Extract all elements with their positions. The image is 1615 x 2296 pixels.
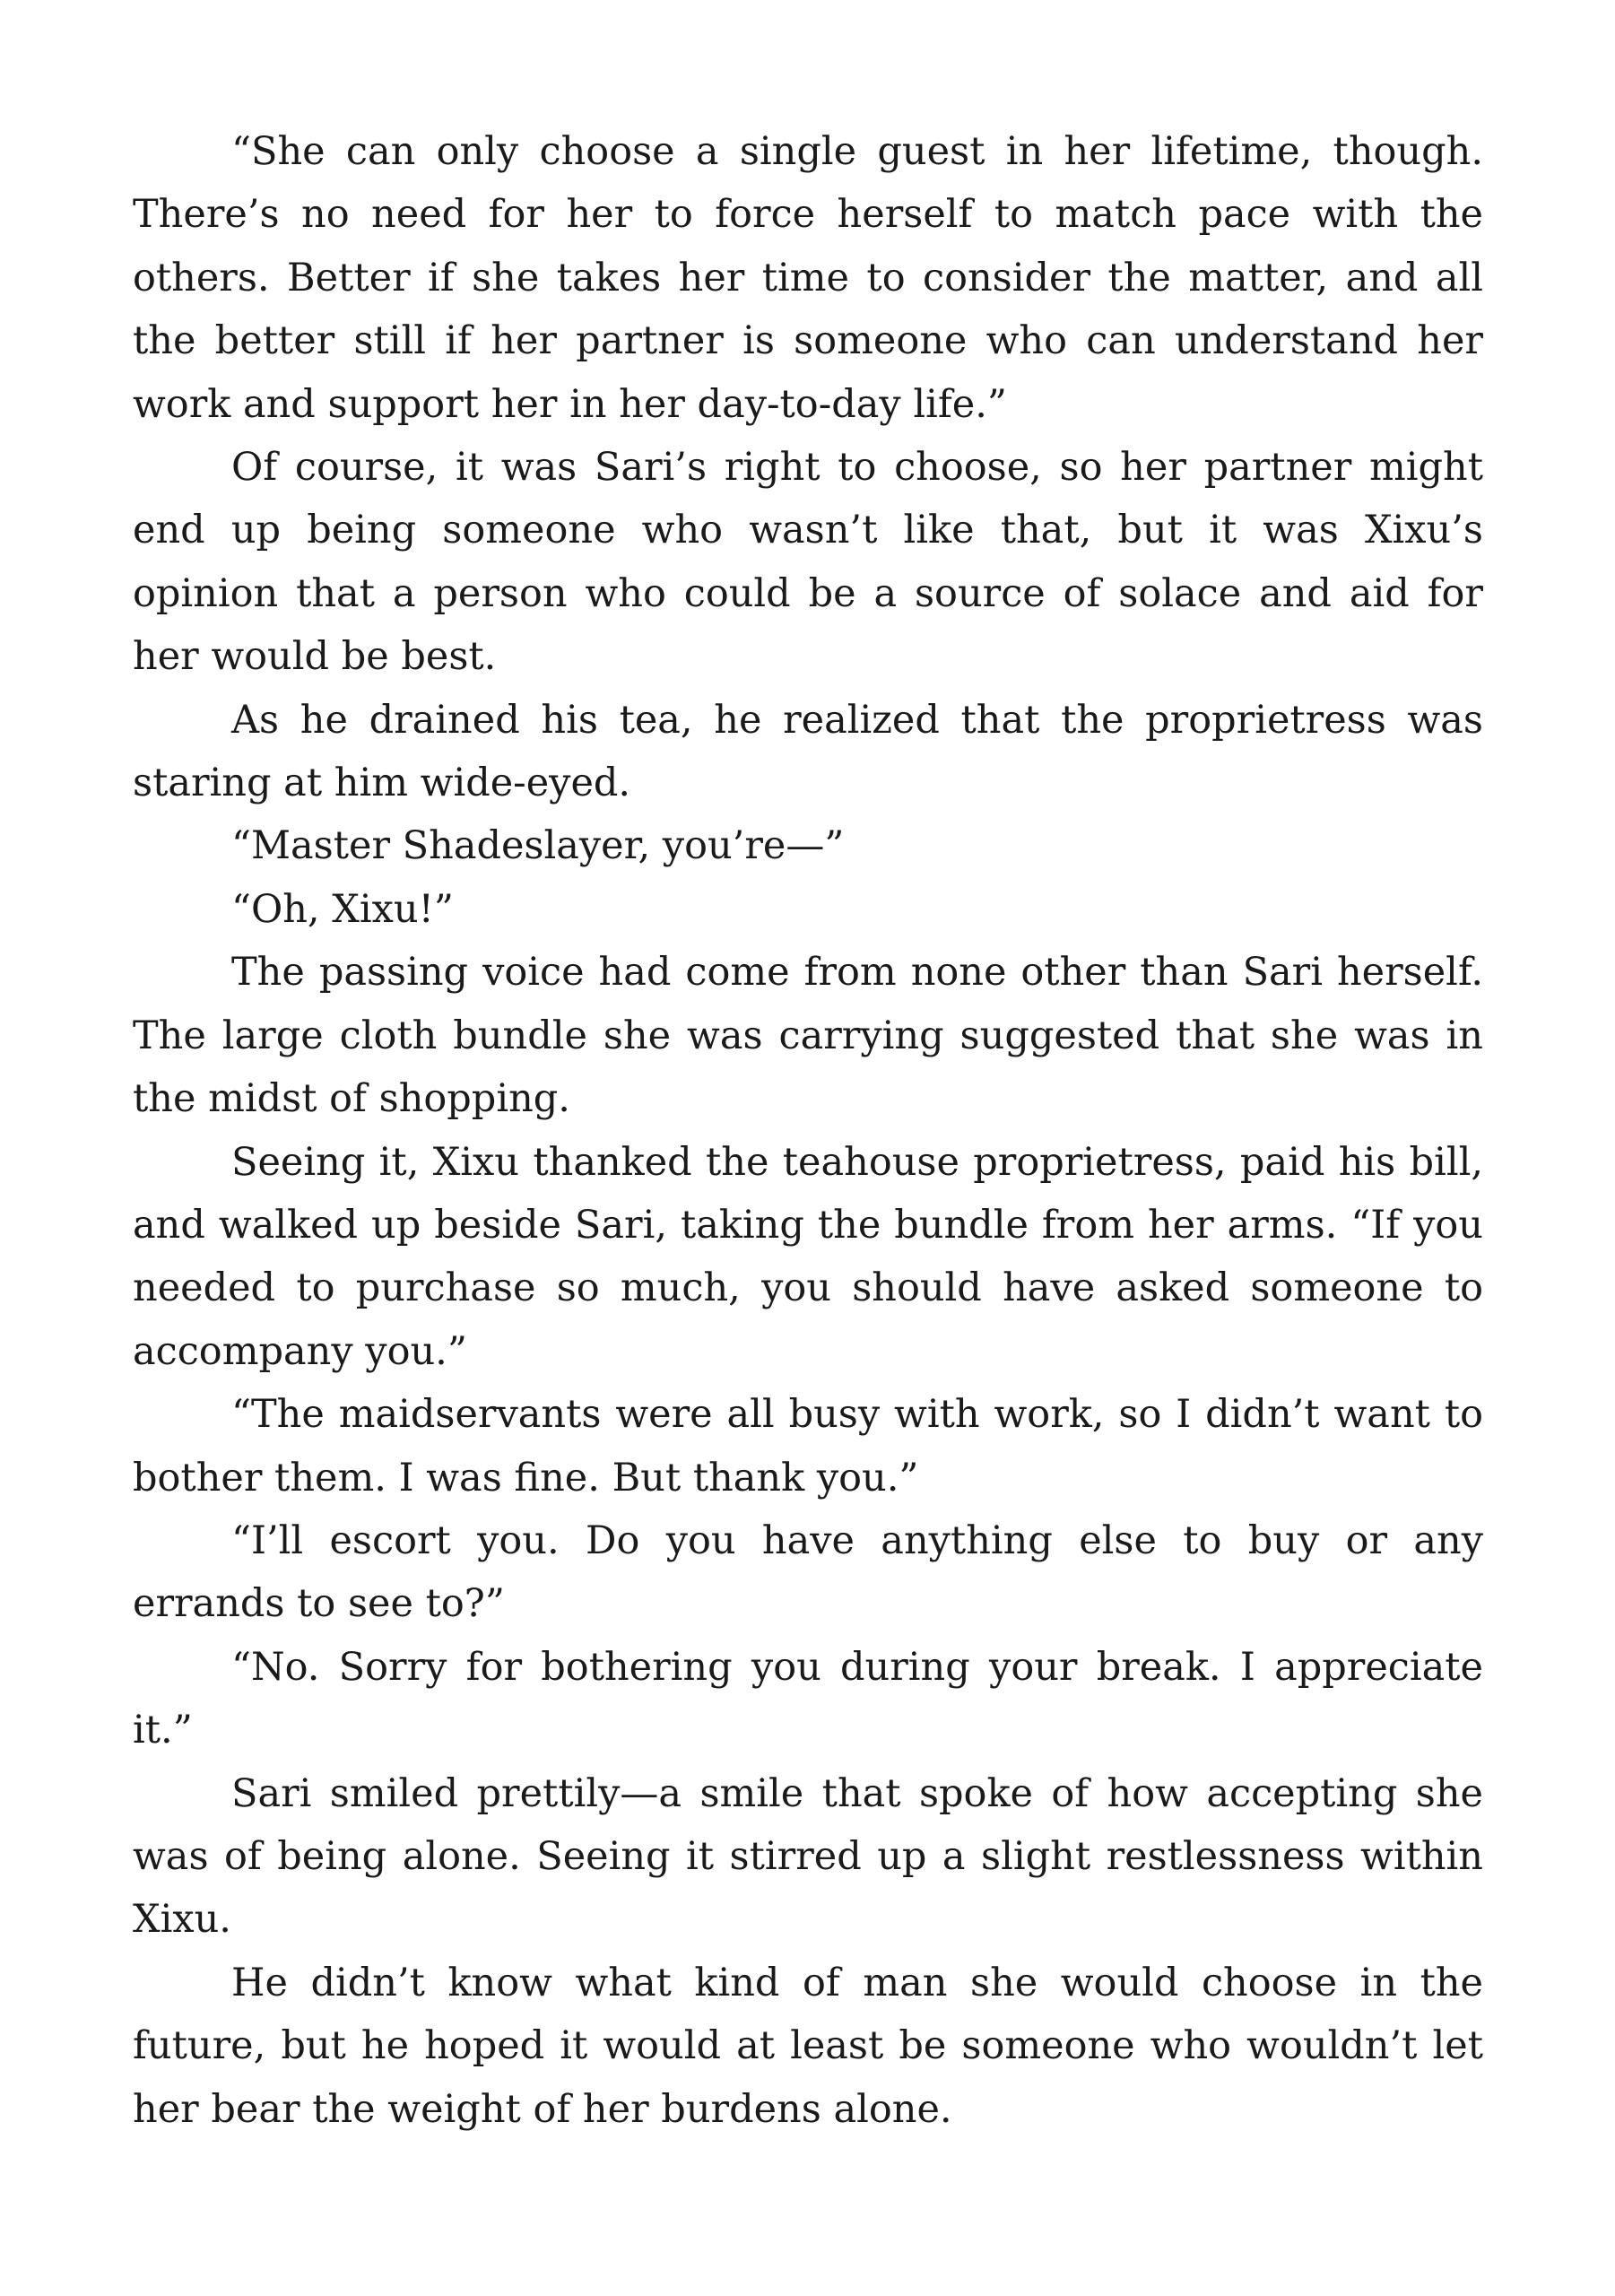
paragraph: “No. Sorry for bothering you during your break. I appreciate it.” bbox=[133, 1644, 1483, 1753]
page-body-text bbox=[133, 120, 1483, 2141]
paragraph: Seeing it, Xixu thanked the teahouse proprietress, paid his bill, and walked up beside Sari, taking the bundle from her arms. “If you needed to purchase so much, you should have asked someone to accompany you.” bbox=[133, 1139, 1483, 1374]
paragraph: Of course, it was Sari’s right to choose, so her partner might end up being someone who wasn’t like that, but it was Xixu’s opinion that a person who could be a source of solace and aid for her would be best. bbox=[133, 445, 1483, 680]
paragraph: “She can only choose a single guest in her lifetime, though. There’s no need for her to force herself to match pace with the others. Better if she takes her time to consider the matter, and all the better still if her partner is someone who can understand her work and support her in her day-to-day life.” bbox=[133, 129, 1483, 427]
paragraph: Sari smiled prettily—a smile that spoke of how accepting she was of being alone. Seeing it stirred up a slight restlessness within Xixu. bbox=[133, 1770, 1483, 1943]
paragraph: “I’ll escort you. Do you have anything else to buy or any errands to see to?” bbox=[133, 1518, 1483, 1627]
paragraph: The passing voice had come from none other than Sari herself. The large cloth bundle she was carrying suggested that she was in the midst of shopping. bbox=[133, 950, 1483, 1122]
paragraph: “Master Shadeslayer, you’re—” bbox=[231, 823, 845, 869]
paragraph: He didn’t know what kind of man she would choose in the future, but he hoped it would at least be someone who wouldn’t let her bear the weight of her burdens alone. bbox=[133, 1960, 1483, 2132]
paragraph: As he drained his tea, he realized that the proprietress was staring at him wide-eyed. bbox=[133, 697, 1483, 806]
paragraph: “The maidservants were all busy with work, so I didn’t want to bother them. I was fine. But thank you.” bbox=[133, 1392, 1483, 1500]
paragraph: “Oh, Xixu!” bbox=[231, 886, 454, 932]
